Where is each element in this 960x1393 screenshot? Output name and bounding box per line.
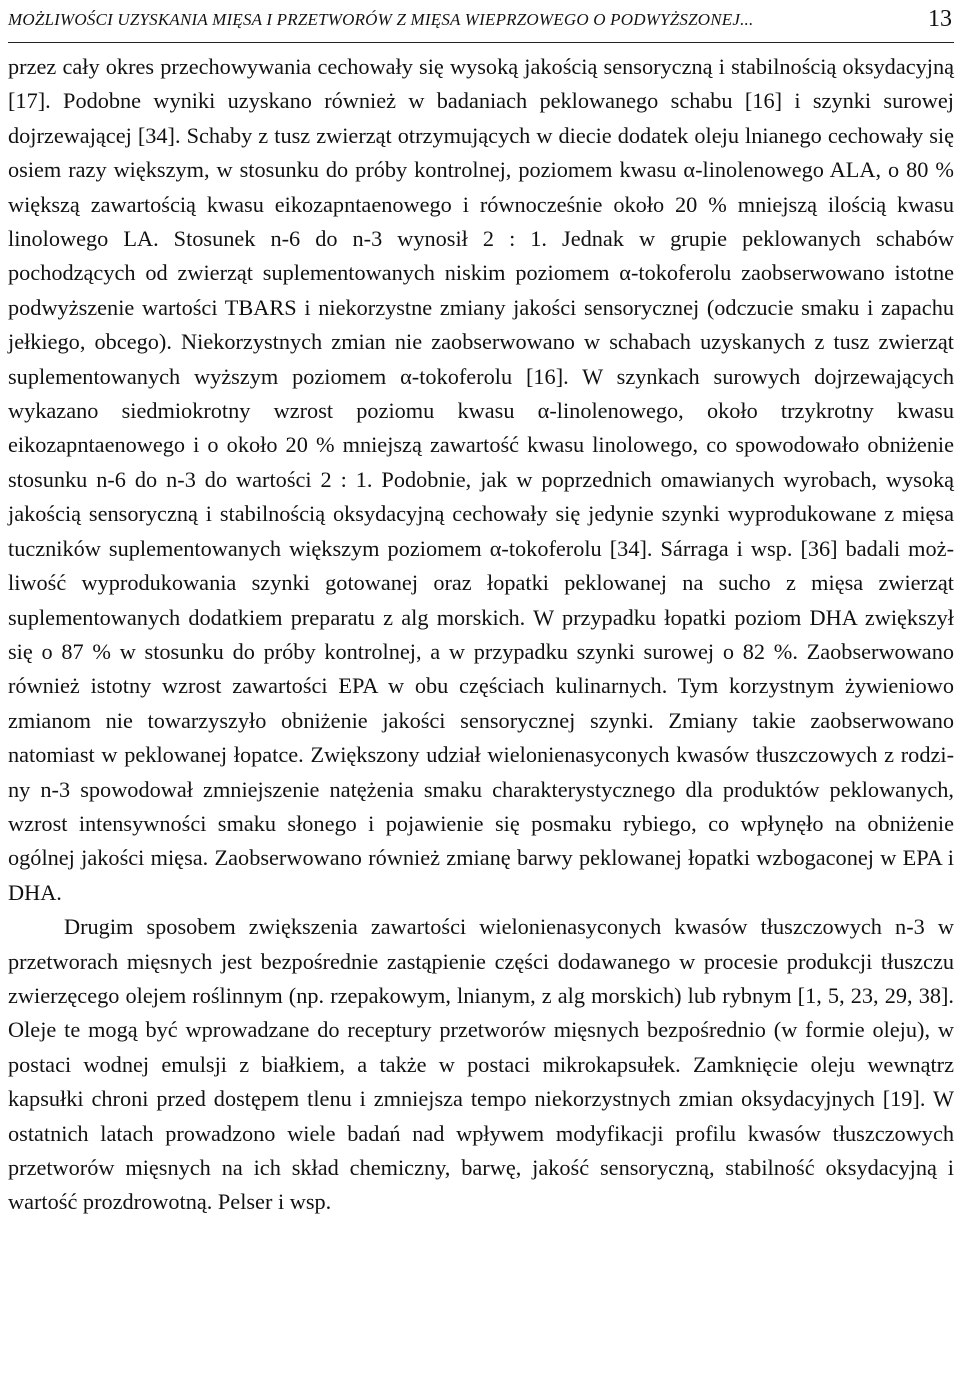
running-header xyxy=(8,6,954,43)
body-text xyxy=(8,50,954,1220)
paragraph-1: przez cały okres przechowywania cechowały się wysoką jakością sensoryczną i stabilnością oksydacyjną [17]. Podobne wyniki uzyskano również w badaniach peklowanego schabu [16] i szynki surowej dojrzewającej [34]. Schaby z tusz zwierząt otrzymujących w diecie dodatek oleju lnianego cechowały się osiem razy większym, w stosunku do próby kontrolnej, poziomem kwasu α-linolenowego ALA, o 80 % większą zawartością kwasu eikozapntaenowego i równocześnie około 20 % mniejszą ilością kwasu linolowego LA. Stosunek n-6 do n-3 wynosił 2 : 1. Jednak w grupie peklowanych schabów pochodzących od zwierząt suplementowanych niskim poziomem α-tokoferolu zaobserwowano istotne podwyższenie wartości TBARS i niekorzystne zmiany jakości sensorycznej (odczucie smaku i zapachu jełkiego, obcego). Niekorzystnych zmian nie zaobserwowano w schabach uzyskanych z tusz zwierząt suplementowanych wyższym poziomem α-tokoferolu [16]. W szynkach surowych dojrzewających wykazano siedmiokrotny wzrost poziomu kwasu α-linolenowego, około trzykrotny kwasu eikozapntaenowego i o około 20 % mniejszą zawartość kwasu linolowego, co spowodowało obniżenie stosunku n-6 do n-3 do wartości 2 : 1. Podobnie, jak w poprzednich omawianych wyrobach, wysoką jakością sensoryczną i stabilnością oksydacyjną cechowały się jedynie szynki wyprodukowane z mięsa tuczników suplementowanych większym poziomem α-tokoferolu [34]. Sárraga i wsp. [36] badali możliwość wyprodukowania szynki gotowanej oraz łopatki peklowanej na sucho z mięsa zwierząt suplementowanych dodatkiem preparatu z alg morskich. W przypadku łopatki poziom DHA zwiększył się o 87 % w stosunku do próby kontrolnej, a w przypadku szynki surowej o 82 %. Zaobserwowano również istotny wzrost zawartości EPA w obu częściach kulinarnych. Tym korzystnym żywieniowo zmianom nie towarzyszyło obniżenie jakości sensorycznej szynki. Zmiany takie zaobserwowano natomiast w peklowanej łopatce. Zwiększony udział wielonienasyconych kwasów tłuszczowych z rodziny n-3 spowodował zmniejszenie natężenia smaku charakterystycznego dla produktów peklowanych, wzrost intensywności smaku słonego i pojawienie się posmaku rybiego, co wpłynęło na obniżenie ogólnej jakości mięsa. Zaobserwowano również zmianę barwy peklowanej łopatki wzbogaconej w EPA i DHA. xyxy=(8,54,954,905)
paragraph-2: Drugim sposobem zwiększenia zawartości wielonienasyconych kwasów tłuszczowych n-3 w przetworach mięsnych jest bezpośrednie zastąpienie części dodawanego w procesie produkcji tłuszczu zwierzęcego olejem roślinnym (np. rzepakowym, lnianym, z alg morskich) lub rybnym [1, 5, 23, 29, 38]. Oleje te mogą być wprowadzane do receptury przetworów mięsnych bezpośrednio (w formie oleju), w postaci wodnej emulsji z białkiem, a także w postaci mikrokapsułek. Zamknięcie oleju wewnątrz kapsułki chroni przed dostępem tlenu i zmniejsza tempo niekorzystnych zmian oksydacyjnych [19]. W ostatnich latach prowadzono wiele badań nad wpływem modyfikacji profilu kwasów tłuszczowych przetworów mięsnych na ich skład chemiczny, barwę, jakość sensoryczną, stabilność oksydacyjną i wartość prozdrowotną. Pelser i wsp. xyxy=(8,914,954,1215)
page-number: 13 xyxy=(928,6,952,32)
running-title: MOŻLIWOŚCI UZYSKANIA MIĘSA I PRZETWORÓW Z MIĘSA WIEPRZOWEGO O PODWYŻSZONEJ... xyxy=(8,10,754,29)
